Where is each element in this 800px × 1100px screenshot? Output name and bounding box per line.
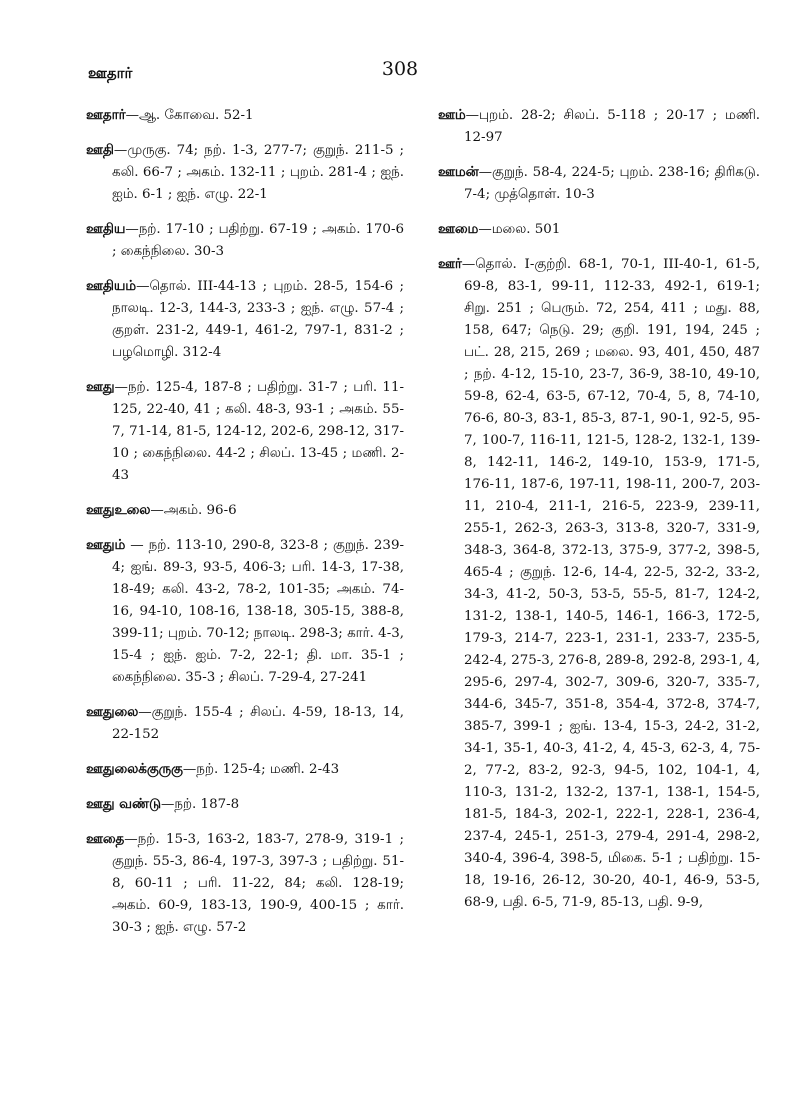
entry-headword: ஊம் (438, 107, 466, 123)
index-entry (438, 104, 760, 149)
entry-headword: ஊர் (438, 256, 462, 272)
index-entry (438, 253, 760, 914)
entry-headword: ஊது (86, 379, 115, 395)
index-entry (86, 275, 404, 364)
entry-references: —நற். 15-3, 163-2, 183-7, 278-9, 319-1 ; குறுந். 55-3, 86-4, 197-3, 397-3 ; பதிற்று. 51-8, 60-11 ; பரி. 11-22, 84; கலி. 128-19; அகம். 60-9, 183-13, 190-9, 400-15 ; கார். 30-3 ; ஐந். எழு. 57-2 (112, 832, 404, 935)
running-head: ஊதார் (88, 64, 133, 82)
entry-references: —மலை. 501 (478, 222, 561, 237)
entry-headword: ஊதியம் (86, 278, 137, 294)
entry-references: —தொல். III-44-13 ; புறம். 28-5, 154-6 ; நாலடி. 12-3, 144-3, 233-3 ; ஐந். எழு. 57-4 ; குறள். 231-2, 449-1, 461-2, 797-1, 831-2 ; பழமொழி. 312-4 (112, 279, 404, 360)
index-entry (86, 758, 404, 781)
page-number: 308 (381, 58, 419, 80)
entry-headword: ஊதார் (86, 107, 126, 123)
entry-headword: ஊதும் (86, 537, 126, 553)
entry-headword: ஊதுலை (86, 704, 139, 720)
entry-references: —குறுந். 155-4 ; சிலப். 4-59, 18-13, 14, 22-152 (112, 705, 404, 742)
entry-references: — நற். 113-10, 290-8, 323-8 ; குறுந். 239-4; ஐங். 89-3, 93-5, 406-3; பரி. 14-3, 17-38, 18-49; கலி. 43-2, 78-2, 101-35; அகம். 74-16, 94-10, 108-16, 138-18, 305-15, 388-8, 399-11; புறம். 70-12; நாலடி. 298-3; கார். 4-3, 15-4 ; ஐந். ஐம். 7-2, 22-1; தி. மா. 35-1 ; கைந்நிலை. 35-3 ; சிலப். 7-29-4, 27-241 (112, 538, 404, 685)
entry-headword: ஊமன் (438, 164, 479, 180)
entry-headword: ஊதி (86, 142, 114, 158)
entry-references: —நற். 187-8 (160, 797, 240, 812)
entry-headword: ஊதுலைக்குருகு (86, 761, 183, 777)
entry-headword: ஊதை (86, 831, 125, 847)
index-entry (86, 701, 404, 746)
entry-references: —நற். 17-10 ; பதிற்று. 67-19 ; அகம். 170-6 ; கைந்நிலை. 30-3 (112, 222, 404, 259)
entry-headword: ஊதுஉலை (86, 502, 151, 518)
index-entry (86, 534, 404, 689)
entry-references: —குறுந். 58-4, 224-5; புறம். 238-16; திரிகடு. 7-4; முத்தொள். 10-3 (464, 165, 760, 202)
entry-references: —புறம். 28-2; சிலப். 5-118 ; 20-17 ; மணி. 12-97 (464, 108, 760, 145)
index-entry (86, 139, 404, 206)
index-entry (86, 828, 404, 939)
entry-headword: ஊமை (438, 221, 479, 237)
index-entry (438, 218, 760, 241)
entry-headword: ஊது வண்டு (86, 796, 161, 812)
index-entry (86, 104, 404, 127)
index-entry (86, 793, 404, 816)
index-entry (86, 376, 404, 487)
entry-headword: ஊதிய (86, 221, 126, 237)
left-column (86, 104, 404, 951)
index-entry (86, 499, 404, 522)
entry-references: —தொல். I-குற்றி. 68-1, 70-1, III-40-1, 61-5, 69-8, 83-1, 99-11, 112-33, 492-1, 619-1; சிறு. 251 ; பெரும். 72, 254, 411 ; மது. 88, 158, 647; நெடு. 29; குறி. 191, 194, 245 ; பட். 28, 215, 269 ; மலை. 93, 401, 450, 487 ; நற். 4-12, 15-10, 23-7, 36-9, 38-10, 49-10, 59-8, 62-4, 63-5, 67-12, 70-4, 5, 8, 74-10, 76-6, 80-3, 83-1, 85-3, 87-1, 90-1, 92-5, 95-7, 100-7, 116-11, 121-5, 128-2, 132-1, 139-8, 142-11, 146-2, 149-10, 153-9, 171-5, 176-11, 187-6, 197-11, 198-11, 200-7, 203-11, 210-4, 211-1, 216-5, 223-9, 239-11, 255-1, 262-3, 263-3, 313-8, 320-7, 331-9, 348-3, 364-8, 372-13, 375-9, 377-2, 398-5, 465-4 ; குறுந். 12-6, 14-4, 22-5, 32-2, 33-2, 34-3, 41-2, 50-3, 53-5, 55-5, 81-7, 124-2, 131-2, 138-1, 140-5, 146-1, 166-3, 172-5, 179-3, 214-7, 223-1, 231-1, 233-7, 235-5, 242-4, 275-3, 276-8, 289-8, 292-8, 293-1, 4, 295-6, 297-4, 302-7, 309-6, 320-7, 335-7, 344-6, 345-7, 351-8, 354-4, 372-8, 374-7, 385-7, 399-1 ; ஐங். 13-4, 15-3, 24-2, 31-2, 34-1, 35-1, 40-3, 41-2, 4, 45-3, 62-3, 4, 75-2, 77-2, 83-2, 92-3, 94-5, 102, 104-1, 4, 110-3, 131-2, 132-2, 137-1, 138-1, 154-5, 181-5, 184-3, 202-1, 222-1, 228-1, 236-4, 237-4, 245-1, 251-3, 279-4, 291-4, 298-2, 340-4, 396-4, 398-5, மிகை. 5-1 ; பதிற்று. 15-18, 19-16, 26-12, 30-20, 40-1, 46-9, 53-5, 68-9, பதி. 6-5, 71-9, 85-13, பதி. 9-9, (461, 257, 760, 910)
index-entry (86, 218, 404, 263)
right-column (438, 104, 760, 926)
entry-references: —நற். 125-4; மணி. 2-43 (182, 762, 340, 777)
entry-references: —நற். 125-4, 187-8 ; பதிற்று. 31-7 ; பரி. 11-125, 22-40, 41 ; கலி. 48-3, 93-1 ; அகம். 55-7, 71-14, 81-5, 124-12, 202-6, 298-12, 317-10 ; கைந்நிலை. 44-2 ; சிலப். 13-45 ; மணி. 2-43 (112, 380, 404, 483)
entry-references: —அகம். 96-6 (150, 503, 237, 518)
index-entry (438, 161, 760, 206)
entry-references: —முருகு. 74; நற். 1-3, 277-7; குறுந். 211-5 ; கலி. 66-7 ; அகம். 132-11 ; புறம். 281-4 ; ஐந். ஐம். 6-1 ; ஐந். எழு. 22-1 (112, 143, 404, 202)
entry-references: —ஆ. கோவை. 52-1 (125, 108, 254, 123)
